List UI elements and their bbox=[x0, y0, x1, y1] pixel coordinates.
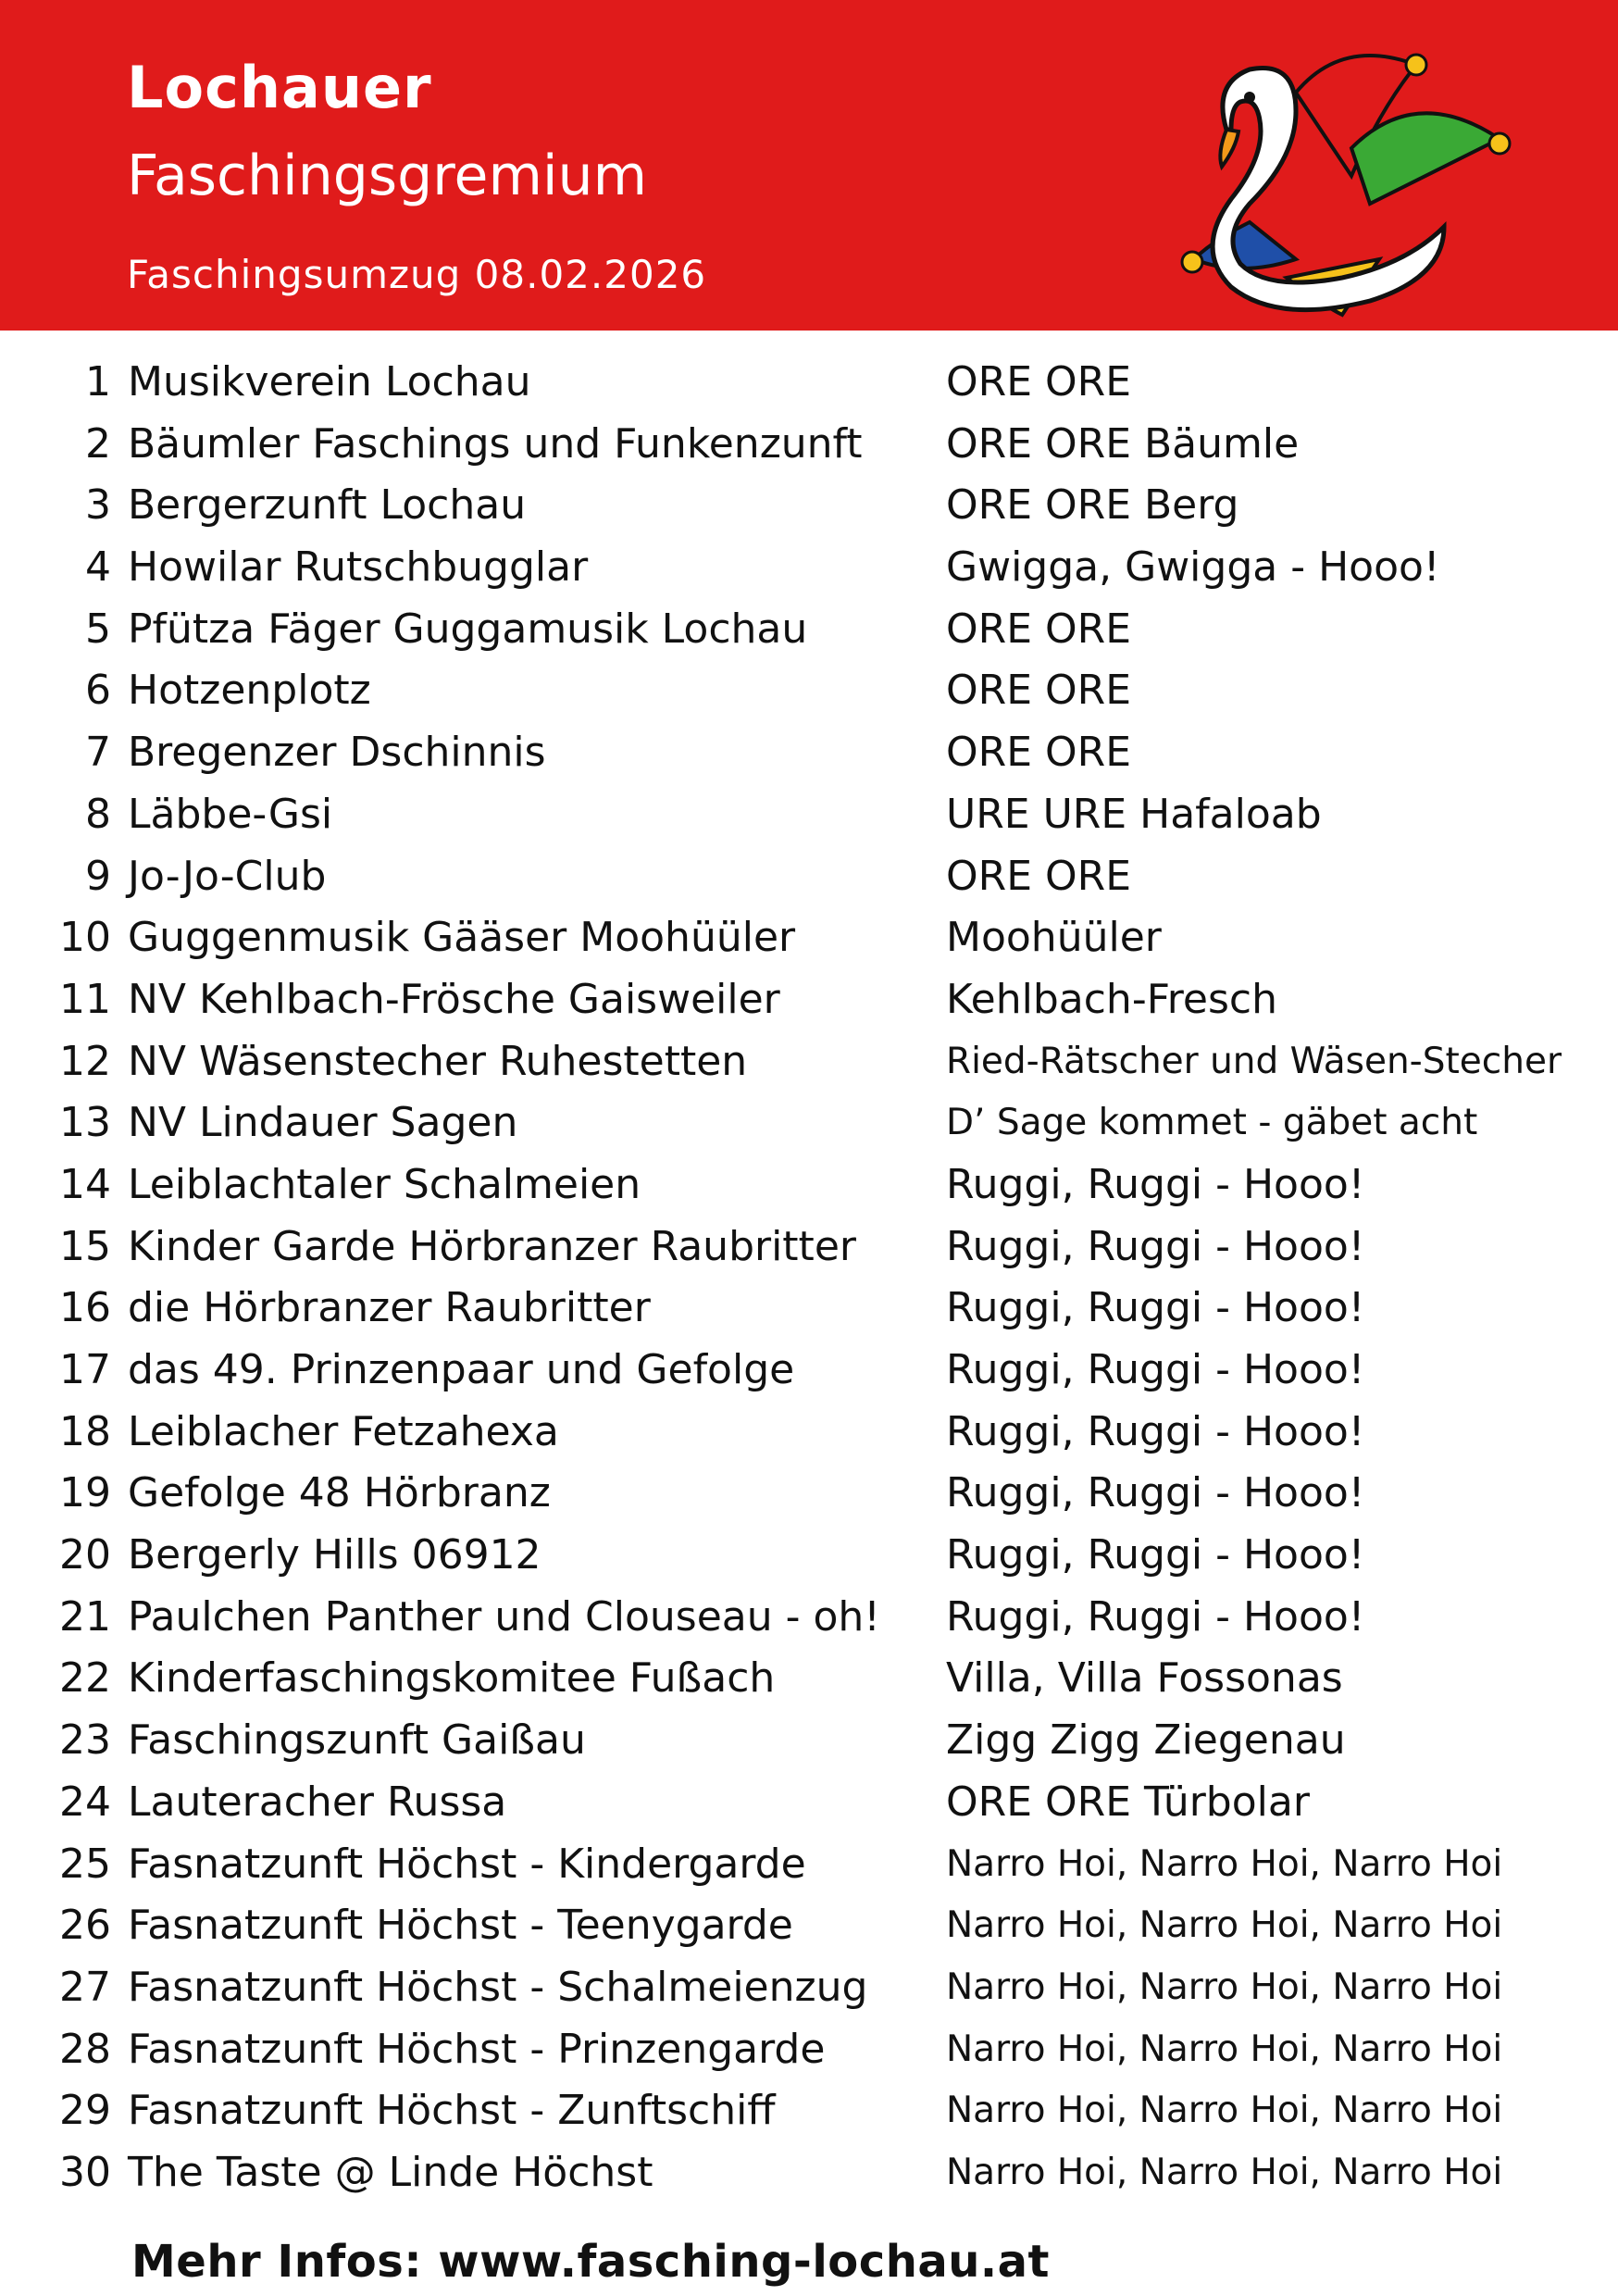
list-item-number: 7 bbox=[85, 729, 111, 777]
list-item bbox=[0, 969, 1618, 1031]
list-item-chant: ORE ORE Berg bbox=[946, 481, 1239, 530]
list-item-chant: ORE ORE Bäumle bbox=[946, 419, 1300, 468]
list-item-group-name: Bregenzer Dschinnis bbox=[128, 729, 546, 777]
list-item-group-name: Bergerly Hills 06912 bbox=[128, 1531, 541, 1579]
list-item-group-name: NV Lindauer Sagen bbox=[128, 1099, 518, 1147]
list-item-group-name: Jo-Jo-Club bbox=[128, 852, 327, 900]
list-item bbox=[0, 1092, 1618, 1154]
list-item-group-name: Bergerzunft Lochau bbox=[128, 481, 527, 530]
brand-subtitle: Faschingsgremium bbox=[127, 144, 648, 208]
list-item bbox=[0, 1834, 1618, 1896]
list-item-number: 10 bbox=[59, 914, 111, 962]
list-item-number: 2 bbox=[85, 419, 111, 468]
list-item bbox=[0, 1463, 1618, 1525]
list-item-number: 14 bbox=[59, 1160, 111, 1208]
list-item-number: 9 bbox=[85, 852, 111, 900]
list-item-chant: Ruggi, Ruggi - Hooo! bbox=[946, 1407, 1365, 1455]
list-item bbox=[0, 907, 1618, 969]
list-item-group-name: Hotzenplotz bbox=[128, 667, 371, 715]
list-item bbox=[0, 1217, 1618, 1279]
list-item-number: 23 bbox=[59, 1716, 111, 1765]
list-item-number: 28 bbox=[59, 2025, 111, 2073]
list-item-group-name: Läbbe-Gsi bbox=[128, 790, 333, 838]
list-item-chant: Ruggi, Ruggi - Hooo! bbox=[946, 1531, 1365, 1579]
list-item-chant: Ruggi, Ruggi - Hooo! bbox=[946, 1284, 1365, 1332]
list-item-chant: Gwigga, Gwigga - Hooo! bbox=[946, 543, 1440, 592]
list-item-group-name: Fasnatzunft Höchst - Zunftschiff bbox=[128, 2087, 776, 2135]
list-item-group-name: Paulchen Panther und Clouseau - oh! bbox=[128, 1592, 880, 1641]
list-item bbox=[0, 784, 1618, 846]
list-item-chant: ORE ORE bbox=[946, 729, 1131, 777]
list-item-chant: Kehlbach-Fresch bbox=[946, 975, 1277, 1023]
list-item-group-name: die Hörbranzer Raubritter bbox=[128, 1284, 651, 1332]
list-item-group-name: Faschingszunft Gaißau bbox=[128, 1716, 586, 1765]
list-item-group-name: Fasnatzunft Höchst - Schalmeienzug bbox=[128, 1963, 868, 2011]
list-item-group-name: Leiblachtaler Schalmeien bbox=[128, 1160, 641, 1208]
list-item-chant: Zigg Zigg Ziegenau bbox=[946, 1716, 1346, 1765]
list-item-chant: Narro Hoi, Narro Hoi, Narro Hoi bbox=[946, 1842, 1503, 1885]
list-item-group-name: Leiblacher Fetzahexa bbox=[128, 1407, 559, 1455]
list-item-group-name: Bäumler Faschings und Funkenzunft bbox=[128, 419, 863, 468]
list-item-group-name: Kinder Garde Hörbranzer Raubritter bbox=[128, 1222, 856, 1270]
list-item-chant: Narro Hoi, Narro Hoi, Narro Hoi bbox=[946, 1904, 1503, 1947]
list-item-group-name: Gefolge 48 Hörbranz bbox=[128, 1469, 551, 1517]
list-item-group-name: das 49. Prinzenpaar und Gefolge bbox=[128, 1346, 795, 1393]
list-item-group-name: Fasnatzunft Höchst - Prinzengarde bbox=[128, 2025, 826, 2073]
list-item bbox=[0, 2080, 1618, 2142]
brand-title: Lochauer bbox=[127, 54, 432, 121]
list-item bbox=[0, 537, 1618, 599]
list-item-chant: ORE ORE Türbolar bbox=[946, 1778, 1310, 1826]
footer-info: Mehr Infos: www.fasching-lochau.at bbox=[131, 2236, 1050, 2288]
list-item-group-name: Howilar Rutschbugglar bbox=[128, 543, 589, 592]
list-item-number: 1 bbox=[85, 358, 111, 406]
list-item-number: 17 bbox=[59, 1346, 111, 1393]
list-item bbox=[0, 1154, 1618, 1217]
list-item-group-name: Musikverein Lochau bbox=[128, 358, 531, 406]
list-item-number: 12 bbox=[59, 1037, 111, 1085]
list-item-chant: Villa, Villa Fossonas bbox=[946, 1654, 1343, 1703]
list-item-number: 15 bbox=[59, 1222, 111, 1270]
list-item bbox=[0, 1957, 1618, 2019]
list-item-number: 29 bbox=[59, 2087, 111, 2135]
list-item-chant: ORE ORE bbox=[946, 605, 1131, 653]
list-item-chant: Ruggi, Ruggi - Hooo! bbox=[946, 1469, 1365, 1517]
list-item-chant: Ruggi, Ruggi - Hooo! bbox=[946, 1592, 1365, 1641]
list-item bbox=[0, 475, 1618, 537]
list-item-chant: Narro Hoi, Narro Hoi, Narro Hoi bbox=[946, 1965, 1503, 2008]
list-item bbox=[0, 1587, 1618, 1649]
list-item-chant: Ried-Rätscher und Wäsen-Stecher bbox=[946, 1040, 1562, 1082]
list-item-number: 16 bbox=[59, 1284, 111, 1332]
list-item-group-name: Fasnatzunft Höchst - Teenygarde bbox=[128, 1902, 793, 1950]
list-item bbox=[0, 2142, 1618, 2204]
list-item-number: 22 bbox=[59, 1654, 111, 1703]
list-item-chant: URE URE Hafaloab bbox=[946, 790, 1322, 838]
list-item bbox=[0, 1340, 1618, 1402]
list-item-number: 25 bbox=[59, 1840, 111, 1888]
list-item-chant: D’ Sage kommet - gäbet acht bbox=[946, 1102, 1478, 1144]
list-item-number: 3 bbox=[85, 481, 111, 530]
list-item bbox=[0, 846, 1618, 908]
event-title: Faschingsumzug 08.02.2026 bbox=[127, 252, 707, 297]
swan-jester-hat-logo-icon bbox=[1139, 28, 1601, 324]
list-item bbox=[0, 722, 1618, 784]
list-item-number: 30 bbox=[59, 2148, 111, 2196]
list-item-group-name: NV Wäsenstecher Ruhestetten bbox=[128, 1037, 748, 1085]
list-item-number: 21 bbox=[59, 1592, 111, 1641]
list-item bbox=[0, 352, 1618, 414]
list-item bbox=[0, 660, 1618, 722]
list-item-chant: Ruggi, Ruggi - Hooo! bbox=[946, 1222, 1365, 1270]
list-item-number: 26 bbox=[59, 1902, 111, 1950]
list-item-chant: Ruggi, Ruggi - Hooo! bbox=[946, 1346, 1365, 1393]
list-item-number: 24 bbox=[59, 1778, 111, 1826]
list-item-number: 27 bbox=[59, 1963, 111, 2011]
list-item bbox=[0, 1772, 1618, 1834]
list-item-number: 8 bbox=[85, 790, 111, 838]
list-item-number: 4 bbox=[85, 543, 111, 592]
list-item bbox=[0, 1278, 1618, 1340]
list-item-group-name: Guggenmusik Gääser Moohüüler bbox=[128, 914, 796, 962]
list-item-number: 5 bbox=[85, 605, 111, 653]
list-item bbox=[0, 1895, 1618, 1957]
list-item-group-name: NV Kehlbach-Frösche Gaisweiler bbox=[128, 975, 780, 1023]
list-item-chant: ORE ORE bbox=[946, 667, 1131, 715]
list-item bbox=[0, 1402, 1618, 1464]
list-item-group-name: Kinderfaschingskomitee Fußach bbox=[128, 1654, 776, 1703]
header-banner bbox=[0, 0, 1618, 331]
list-item-group-name: Lauteracher Russa bbox=[128, 1778, 507, 1826]
list-item-group-name: Fasnatzunft Höchst - Kindergarde bbox=[128, 1840, 806, 1888]
list-item bbox=[0, 599, 1618, 661]
list-item-group-name: Pfütza Fäger Guggamusik Lochau bbox=[128, 605, 808, 653]
list-item-number: 20 bbox=[59, 1531, 111, 1579]
list-item-chant: Narro Hoi, Narro Hoi, Narro Hoi bbox=[946, 2028, 1503, 2070]
list-item bbox=[0, 1648, 1618, 1710]
list-item bbox=[0, 1031, 1618, 1093]
list-item bbox=[0, 1710, 1618, 1772]
list-item-number: 13 bbox=[59, 1099, 111, 1147]
list-item-number: 18 bbox=[59, 1407, 111, 1455]
list-item bbox=[0, 414, 1618, 476]
list-item-chant: ORE ORE bbox=[946, 358, 1131, 406]
list-item bbox=[0, 1525, 1618, 1587]
list-item-chant: ORE ORE bbox=[946, 852, 1131, 900]
list-item bbox=[0, 2019, 1618, 2081]
parade-list bbox=[0, 352, 1618, 2204]
list-item-number: 6 bbox=[85, 667, 111, 715]
list-item-chant: Moohüüler bbox=[946, 914, 1162, 962]
list-item-group-name: The Taste @ Linde Höchst bbox=[128, 2148, 653, 2196]
list-item-chant: Narro Hoi, Narro Hoi, Narro Hoi bbox=[946, 2151, 1503, 2193]
list-item-chant: Ruggi, Ruggi - Hooo! bbox=[946, 1160, 1365, 1208]
list-item-chant: Narro Hoi, Narro Hoi, Narro Hoi bbox=[946, 2090, 1503, 2132]
list-item-number: 11 bbox=[59, 975, 111, 1023]
list-item-number: 19 bbox=[59, 1469, 111, 1517]
